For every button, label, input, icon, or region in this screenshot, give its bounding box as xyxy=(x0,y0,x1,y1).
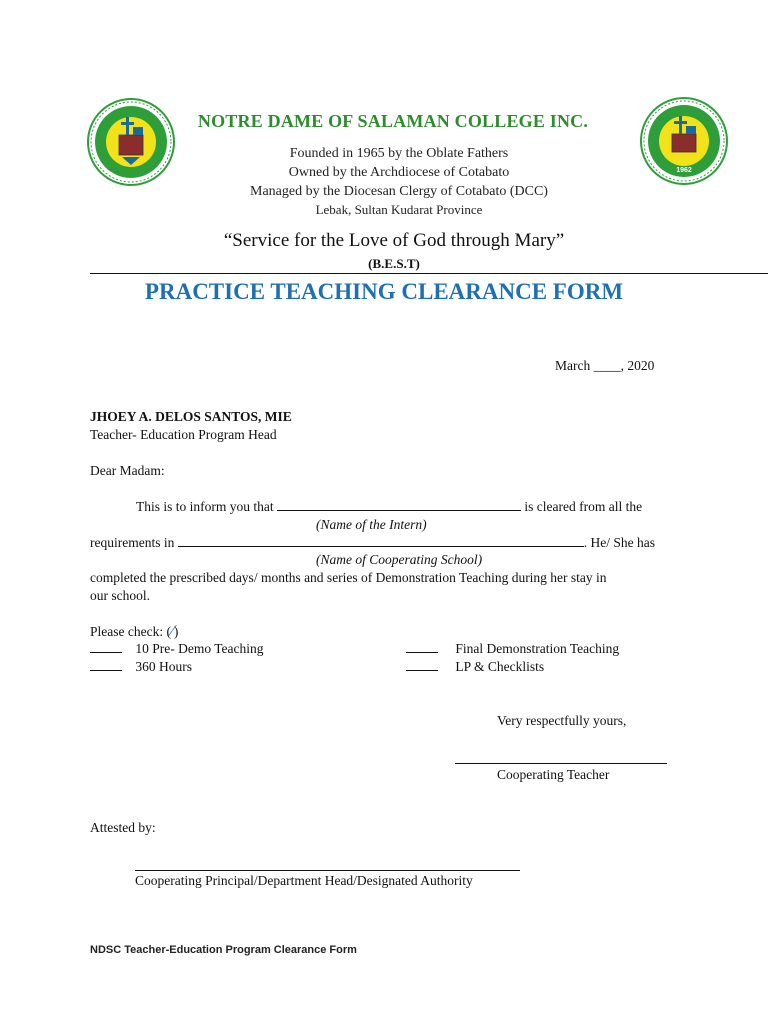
checkbox-blank[interactable] xyxy=(406,658,438,671)
principal-signature-line[interactable] xyxy=(135,870,520,871)
teacher-signature-line[interactable] xyxy=(455,763,667,764)
paragraph-cleared: is cleared from all the xyxy=(524,499,643,514)
checklist-prompt-text: Please check: ( xyxy=(90,624,171,639)
school-name-blank[interactable] xyxy=(178,534,584,547)
header-divider xyxy=(90,273,768,274)
checkmark-icon: ⁄ xyxy=(170,621,174,640)
paragraph-requirements: requirements in xyxy=(90,535,175,550)
paragraph-line-1 xyxy=(136,498,642,516)
owned-line: Owned by the Archdiocese of Cotabato xyxy=(288,165,510,180)
attested-label: Attested by: xyxy=(90,820,156,835)
checklist-prompt xyxy=(90,622,178,641)
date-day-blank[interactable]: ____ xyxy=(593,358,621,373)
location-line: Lebak, Sultan Kudarat Province xyxy=(315,202,483,217)
managed-line: Managed by the Diocesan Clergy of Cotabato (DCC) xyxy=(250,184,548,199)
form-title: PRACTICE TEACHING CLEARANCE FORM xyxy=(144,279,624,304)
paragraph-line-4: our school. xyxy=(90,588,150,603)
footer-text: NDSC Teacher-Education Program Clearance Form xyxy=(90,944,357,956)
principal-signature-label: Cooperating Principal/Department Head/Designated Authority xyxy=(135,873,473,888)
paragraph-line-3: completed the prescribed days/ months and series of Demonstration Teaching during her stay in xyxy=(90,570,607,585)
checklist-item-label: 10 Pre- Demo Teaching xyxy=(135,641,264,656)
checkbox-blank[interactable] xyxy=(90,658,122,671)
date-line xyxy=(555,357,654,375)
salutation: Dear Madam: xyxy=(90,463,165,478)
checklist-item-hours[interactable] xyxy=(90,658,192,676)
valediction: Very respectfully yours, xyxy=(497,713,627,728)
recipient-position: Teacher- Education Program Head xyxy=(90,427,277,442)
founded-line: Founded in 1965 by the Oblate Fathers xyxy=(289,146,509,161)
date-month: March xyxy=(555,358,591,373)
seal-year: 1962 xyxy=(676,167,692,174)
checklist-item-pre-demo[interactable] xyxy=(90,640,264,658)
recipient-name: JHOEY A. DELOS SANTOS, MIE xyxy=(90,409,292,424)
checklist-item-label: LP & Checklists xyxy=(455,659,545,674)
school-caption: (Name of Cooperating School) xyxy=(316,552,483,567)
paragraph-intro: This is to inform you that xyxy=(136,499,274,514)
checklist-item-final-demo[interactable] xyxy=(406,640,619,658)
intern-name-blank[interactable] xyxy=(277,498,521,511)
paragraph-has: . He/ She has xyxy=(583,535,655,550)
checkbox-blank[interactable] xyxy=(90,640,122,653)
teacher-signature-label: Cooperating Teacher xyxy=(497,767,610,782)
checklist-item-label: 360 Hours xyxy=(135,659,192,674)
checkbox-blank[interactable] xyxy=(406,640,438,653)
motto-acronym: (B.E.S.T) xyxy=(368,256,420,271)
checklist-item-label: Final Demonstration Teaching xyxy=(455,641,620,656)
paragraph-line-2 xyxy=(90,534,655,552)
checklist-item-lp-checklists[interactable] xyxy=(406,658,544,676)
college-name: NOTRE DAME OF SALAMAN COLLEGE INC. xyxy=(197,111,589,131)
date-year: , 2020 xyxy=(620,358,655,373)
motto: “Service for the Love of God through Mary” xyxy=(223,230,565,251)
checklist-prompt-close: ) xyxy=(173,624,179,639)
intern-caption: (Name of the Intern) xyxy=(316,517,427,532)
